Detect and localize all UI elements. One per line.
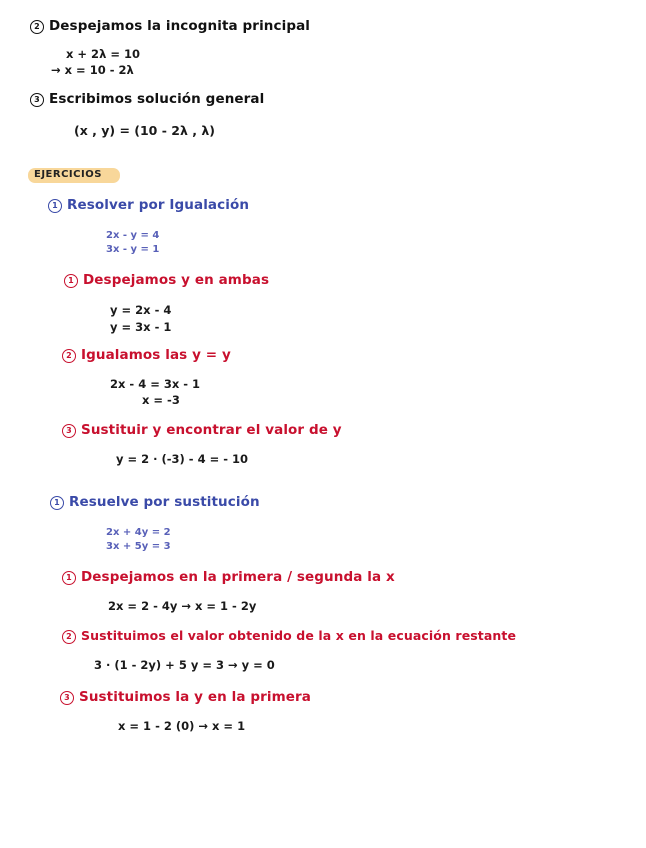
step-number-icon: 2: [62, 349, 76, 363]
ex1-s3-heading: [62, 422, 342, 438]
ex1-title: Resolver por Igualación: [67, 197, 250, 213]
ex1-s2-eq2: x = -3: [142, 393, 180, 407]
ex2-s2-heading: [62, 628, 516, 644]
step3-heading: [30, 91, 264, 107]
ex2-system-eq1: 2x + 4y = 2: [106, 527, 171, 538]
ex1-s1-eq2: y = 3x - 1: [110, 320, 172, 334]
ex1-s2-eq1: 2x - 4 = 3x - 1: [110, 377, 201, 391]
ex1-s2-heading: [62, 347, 231, 363]
step-number-icon: 1: [62, 571, 76, 585]
step2-eq1: x + 2λ = 10: [66, 47, 140, 61]
step2-eq2: → x = 10 - 2λ: [51, 63, 134, 77]
ex1-heading: [48, 197, 249, 213]
ex1-s1-title: Despejamos y en ambas: [83, 272, 270, 288]
step-number-icon: 2: [62, 630, 76, 644]
ex1-s1-eq1: y = 2x - 4: [110, 303, 172, 317]
step3-eq: (x , y) = (10 - 2λ , λ): [74, 123, 215, 138]
ex2-s3-heading: [60, 689, 311, 705]
step-number-icon: 3: [30, 93, 44, 107]
step-number-icon: 2: [30, 20, 44, 34]
ex2-s3-eq: x = 1 - 2 (0) → x = 1: [118, 719, 246, 733]
step2-heading: [30, 18, 310, 34]
ex2-s1-eq: 2x = 2 - 4y → x = 1 - 2y: [108, 599, 257, 613]
ex2-title: Resuelve por sustitución: [69, 494, 260, 510]
ex1-s3-title: Sustituir y encontrar el valor de y: [81, 422, 342, 438]
ex1-system-eq1: 2x - y = 4: [106, 230, 160, 241]
ex2-system-eq2: 3x + 5y = 3: [106, 541, 171, 552]
exercises-label: EJERCICIOS: [34, 169, 102, 180]
ex2-s2-title: Sustituimos el valor obtenido de la x en la ecuación restante: [81, 628, 517, 643]
ex1-s2-title: Igualamos las y = y: [81, 347, 231, 363]
step-number-icon: 3: [60, 691, 74, 705]
step-number-icon: 1: [50, 496, 64, 510]
step-number-icon: 3: [62, 424, 76, 438]
step-number-icon: 1: [48, 199, 62, 213]
ex1-system-eq2: 3x - y = 1: [106, 244, 160, 255]
ex1-s3-eq: y = 2 · (-3) - 4 = - 10: [116, 452, 249, 466]
step3-title: Escribimos solución general: [49, 91, 265, 107]
ex2-s1-heading: [62, 569, 395, 585]
ex2-s3-title: Sustituimos la y en la primera: [79, 689, 311, 705]
ex1-s1-heading: [64, 272, 269, 288]
ex2-s2-eq: 3 · (1 - 2y) + 5 y = 3 → y = 0: [94, 658, 275, 672]
step2-title: Despejamos la incognita principal: [49, 18, 311, 34]
step-number-icon: 1: [64, 274, 78, 288]
ex2-s1-title: Despejamos en la primera / segunda la x: [81, 569, 395, 585]
ex2-heading: [50, 494, 260, 510]
